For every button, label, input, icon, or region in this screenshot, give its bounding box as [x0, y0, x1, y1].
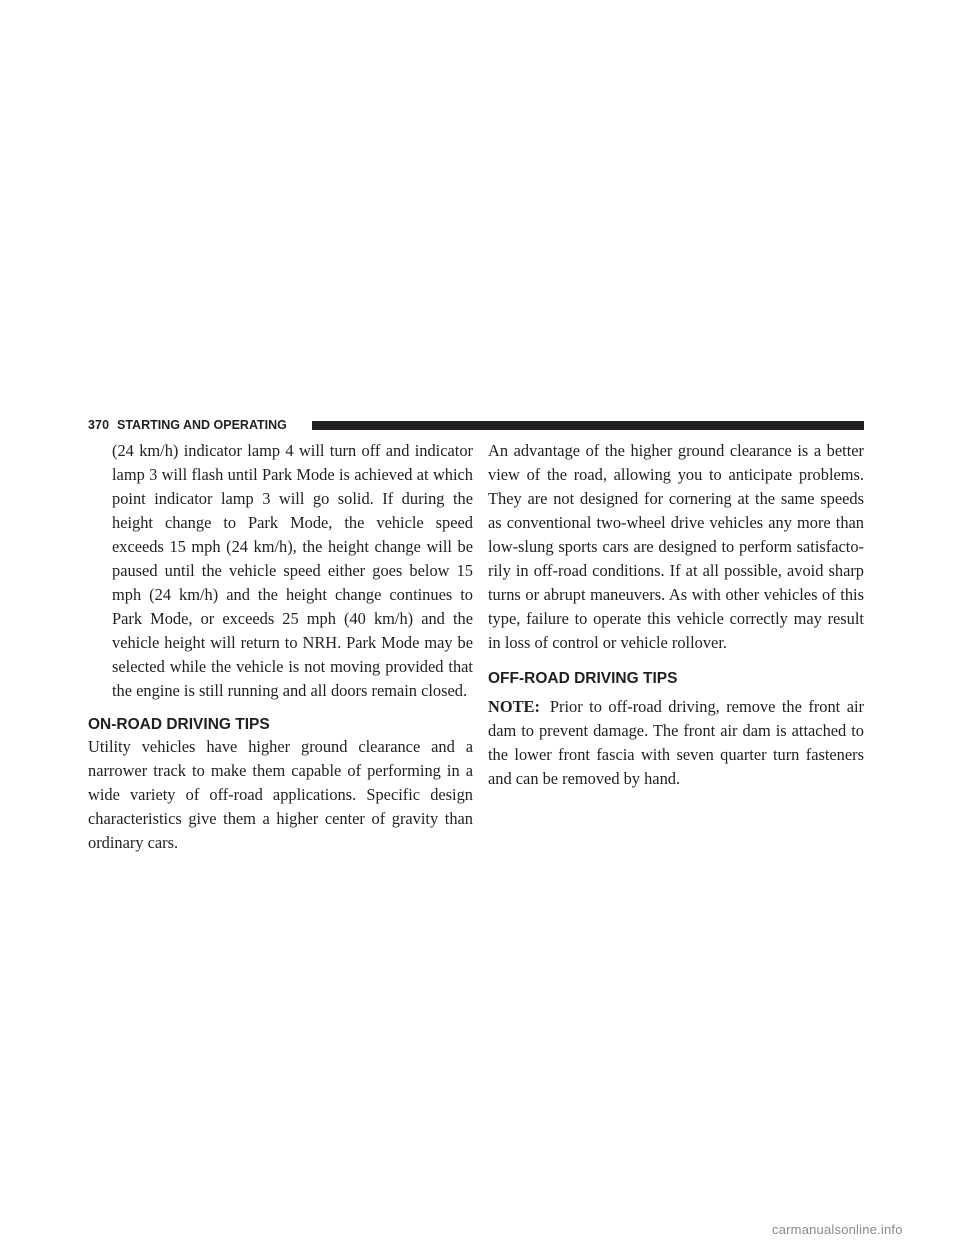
- note-label: NOTE:: [488, 697, 540, 716]
- on-road-heading: ON-ROAD DRIVING TIPS: [88, 716, 270, 733]
- note-paragraph: [488, 695, 864, 791]
- header-rule: [312, 421, 864, 430]
- on-road-paragraph: Utility vehicles have higher ground clearance and a narrower track to make them capable of performing in a wide variety of off-road applications. Specific design characteristics give them a higher center of gravity than ordinary cars.: [88, 737, 473, 852]
- left-column: [88, 439, 473, 855]
- running-header: [88, 418, 864, 432]
- right-column: [488, 439, 864, 791]
- watermark-url[interactable]: carmanualsonline.info: [772, 1222, 903, 1237]
- advantage-paragraph: An advantage of the higher ground clearance is a better view of the road, allowing you to anticipate problems. They are not designed for cornering at the same speeds as conventional two-wheel drive vehicles any more than low-slung sports cars are designed to perform satisfacto-rily in off-road conditions. If at all possible, avoid sharp turns or abrupt maneuvers. As with other vehicles of this type, failure to operate this vehicle correctly may result in loss of control or vehicle rollover.: [488, 441, 864, 652]
- section-title: STARTING AND OPERATING: [117, 418, 287, 432]
- page-number: 370: [88, 418, 110, 432]
- note-text: Prior to off-road driving, remove the front air dam to prevent damage. The front air dam is attached to the lower front fascia with seven quarter turn fasteners and can be removed by hand.: [488, 697, 864, 788]
- off-road-heading: OFF-ROAD DRIVING TIPS: [488, 670, 678, 687]
- continued-paragraph: (24 km/h) indicator lamp 4 will turn off and indicator lamp 3 will flash until Park Mode is achieved at which point indicator lamp 3 will go solid. If during the height change to Park Mode, the vehicle speed exceeds 15 mph (24 km/h), the height change will be paused until the vehicle speed either goes below 15 mph (24 km/h) and the height change continues to Park Mode, or exceeds 25 mph (40 km/h) and the vehicle height will return to NRH. Park Mode may be selected while the vehicle is not moving provided that the engine is still running and all doors remain closed.: [112, 441, 473, 700]
